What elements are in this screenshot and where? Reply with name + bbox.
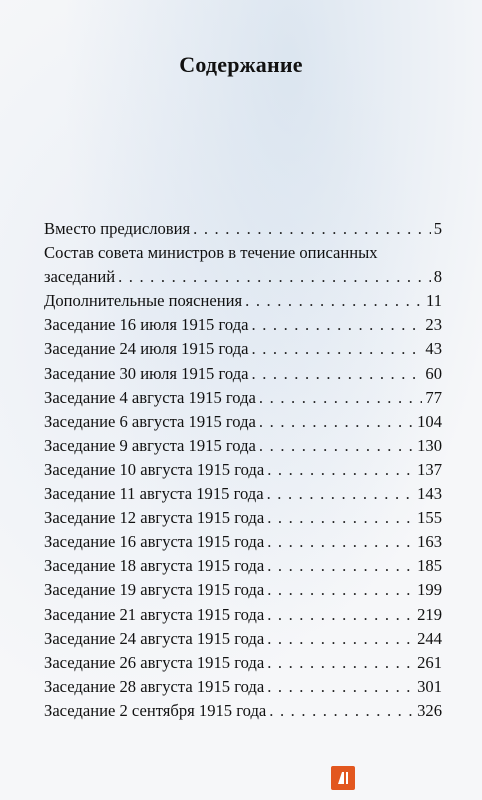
toc-entry-page: 5: [433, 219, 442, 238]
dot-leader: [245, 289, 423, 313]
dot-leader: [252, 337, 423, 361]
dot-leader: [267, 482, 415, 506]
dot-leader: [259, 386, 422, 410]
toc-entry-page: 130: [417, 435, 442, 455]
dot-leader: [259, 434, 414, 458]
toc-entry-title: Заседание 9 августа 1915 года: [44, 435, 256, 455]
toc-entry-title: Вместо предисловия: [44, 219, 191, 238]
dot-leader: [259, 410, 414, 434]
toc-entry: [44, 241, 442, 289]
toc-entry: [44, 578, 442, 602]
toc-entry: [44, 289, 442, 313]
table-of-contents: [44, 217, 442, 723]
toc-entry-title: Заседание 30 июля 1915 года: [44, 363, 249, 383]
toc-entry-page: 8: [433, 267, 442, 287]
toc-entry-title: Заседание 6 августа 1915 года: [44, 411, 256, 431]
toc-entry-page: 261: [417, 652, 442, 672]
toc-entry-title: Заседание 26 августа 1915 года: [44, 652, 265, 672]
toc-entry-title: Заседание 2 сентября 1915 года: [44, 700, 267, 720]
toc-entry: [44, 386, 442, 410]
toc-entry-title: Заседание 21 августа 1915 года: [44, 604, 265, 624]
labirint-logo-icon: [331, 766, 355, 790]
dot-leader: [193, 217, 431, 241]
toc-entry: [44, 410, 442, 434]
toc-entry: [44, 603, 442, 627]
toc-entry-title: Заседание 16 августа 1915 года: [44, 532, 265, 552]
toc-entry-page: 301: [417, 676, 442, 696]
dot-leader: [267, 627, 414, 651]
toc-entry-page: 244: [417, 628, 442, 648]
toc-entry: [44, 554, 442, 578]
toc-entry: [44, 458, 442, 482]
toc-entry: [44, 217, 442, 241]
toc-entry: [44, 506, 442, 530]
dot-leader: [267, 603, 414, 627]
toc-entry-title: Заседание 24 августа 1915 года: [44, 628, 265, 648]
toc-entry-page: 137: [417, 459, 442, 479]
toc-entry: [44, 434, 442, 458]
toc-entry-title: Заседание 11 августа 1915 года: [44, 484, 264, 504]
toc-entry-page: 219: [417, 604, 442, 624]
toc-entry: [44, 675, 442, 699]
dot-leader: [269, 699, 414, 723]
toc-entry-page: 326: [417, 700, 442, 720]
toc-entry: [44, 627, 442, 651]
toc-entry-page: 155: [417, 508, 442, 528]
toc-entry: [44, 482, 442, 506]
toc-entry-page: 104: [417, 411, 442, 431]
toc-entry-title: Заседание 16 июля 1915 года: [44, 315, 249, 335]
toc-entry-page: 163: [417, 532, 442, 552]
toc-entry-page: 77: [425, 387, 442, 407]
toc-entry-page: 11: [426, 291, 442, 311]
toc-entry-title-line1: Состав совета министров в течение описанных: [44, 243, 378, 263]
toc-entry-title: Заседание 28 августа 1915 года: [44, 676, 265, 696]
toc-entry-page: 199: [417, 580, 442, 600]
dot-leader: [267, 651, 414, 675]
dot-leader: [267, 554, 414, 578]
toc-entry: [44, 651, 442, 675]
toc-entry-page: 60: [425, 363, 442, 383]
dot-leader: [252, 313, 423, 337]
toc-entry-title: Заседание 19 августа 1915 года: [44, 580, 265, 600]
dot-leader: [267, 530, 414, 554]
labirint-logo-glyph: [331, 766, 355, 790]
toc-entry-page: 43: [425, 339, 442, 359]
toc-entry: [44, 313, 442, 337]
toc-entry: [44, 699, 442, 723]
toc-entry-title: Заседание 12 августа 1915 года: [44, 508, 265, 528]
toc-entry-title: заседаний: [44, 267, 116, 287]
dot-leader: [267, 578, 414, 602]
toc-entry-page: 185: [417, 556, 442, 576]
dot-leader: [267, 458, 414, 482]
toc-entry-title: Заседание 18 августа 1915 года: [44, 556, 265, 576]
toc-entry-title: Заседание 24 июля 1915 года: [44, 339, 249, 359]
page-title: Содержание: [179, 52, 303, 77]
toc-entry: [44, 337, 442, 361]
toc-entry-title: Заседание 10 августа 1915 года: [44, 459, 265, 479]
toc-entry: [44, 530, 442, 554]
toc-entry-title: Заседание 4 августа 1915 года: [44, 387, 256, 407]
dot-leader: [252, 362, 423, 386]
dot-leader: [267, 506, 414, 530]
dot-leader: [267, 675, 414, 699]
toc-entry: [44, 362, 442, 386]
toc-entry-title: Дополнительные пояснения: [44, 291, 243, 311]
dot-leader: [118, 265, 431, 289]
toc-entry-page: 143: [417, 484, 442, 504]
toc-entry-page: 23: [425, 315, 442, 335]
